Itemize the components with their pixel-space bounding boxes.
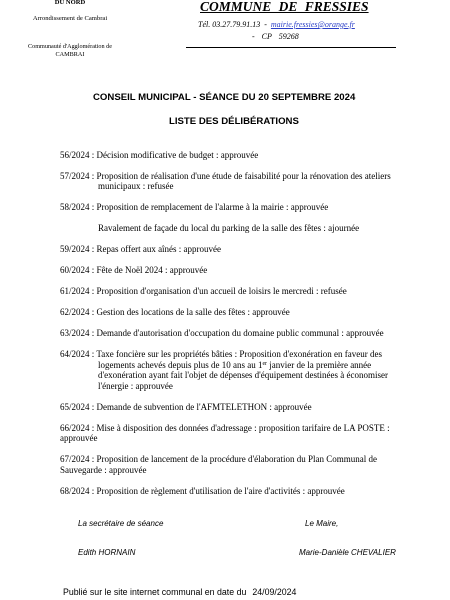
line-text: janvier de la première année	[266, 359, 372, 370]
deliberation-line: d'exonération ayant fait l'objet de dépenses d'équipement destinées à économiser	[98, 370, 389, 381]
deliberation-line: 58/2024 : Proposition de remplacement de l'alarme à la mairie : approuvée	[60, 202, 329, 213]
publication-label: Publié sur le site internet communal en date du	[63, 587, 247, 597]
deliberation-59-2024	[60, 244, 391, 255]
deliberation-line: 57/2024 : Proposition de réalisation d'une étude de faisabilité pour la rénovation des ateliers	[60, 170, 391, 181]
deliberation-57-2024	[60, 171, 391, 192]
agglomeration-name: CAMBRAI	[55, 51, 85, 58]
arrondissement-label: Arrondissement de Cambrai	[32, 15, 108, 22]
contact-separator: -	[264, 20, 267, 29]
deliberation-line: municipaux : refusée	[98, 181, 174, 192]
department-label: DU NORD	[54, 0, 86, 6]
commune-name: COMMUNE DE FRESSIES	[200, 0, 369, 14]
agglomeration-label: Communauté d'Agglomération de	[28, 43, 112, 50]
email-link[interactable]: mairie.fressies@orange.fr	[270, 20, 355, 29]
line-text: logements achevés depuis plus de 10 ans au 1	[98, 359, 263, 370]
deliberation-67-2024	[60, 454, 391, 475]
deliberation-line: 60/2024 : Fête de Noël 2024 : approuvée	[60, 265, 208, 276]
ordinal-superscript: er	[262, 360, 267, 367]
mayor-title: Le Maire,	[305, 519, 339, 528]
deliberation-line: approuvée	[60, 433, 98, 444]
deliberation-line: 65/2024 : Demande de subvention de l'AFMTELETHON : approuvée	[60, 401, 312, 412]
deliberation-60-2024	[60, 265, 391, 276]
mayor-name: Marie-Danièle CHEVALIER	[299, 548, 396, 557]
deliberation-line: 68/2024 : Proposition de règlement d'utilisation de l'aire d'activités : approuvée	[60, 485, 345, 496]
deliberation-line: Sauvegarde : approuvée	[60, 464, 147, 475]
deliberation-68-2024	[60, 486, 391, 497]
deliberation-64-2024	[60, 349, 391, 391]
deliberation-line: 56/2024 : Décision modificative de budget : approuvée	[60, 149, 259, 160]
page-subtitle: LISTE DES DÉLIBÉRATIONS	[169, 115, 299, 127]
phone-number: Tél. 03.27.79.91.13	[198, 20, 261, 29]
deliberation-line: 66/2024 : Mise à disposition des données d'adressage : proposition tarifaire de LA POSTE :	[60, 422, 390, 433]
deliberation-61-2024	[60, 286, 391, 297]
deliberation-63-2024	[60, 328, 391, 339]
deliberation-note-ravalement	[60, 223, 391, 234]
publication-date: 24/09/2024	[252, 587, 297, 597]
secretary-name: Edith HORNAIN	[78, 548, 136, 557]
secretary-title: La secrétaire de séance	[78, 519, 164, 528]
header-divider	[186, 47, 396, 48]
deliberation-66-2024	[60, 423, 391, 444]
deliberation-line	[60, 360, 391, 371]
publication-footer	[63, 587, 296, 597]
deliberation-line: 64/2024 : Taxe foncière sur les propriétés bâties : Proposition d'exonération en faveur des	[60, 349, 382, 360]
deliberation-line: 61/2024 : Proposition d'organisation d'un accueil de loisirs le mercredi : refusée	[60, 286, 347, 297]
page-title: CONSEIL MUNICIPAL - SÉANCE DU 20 SEPTEMBRE 2024	[93, 91, 356, 103]
contact-line	[198, 20, 355, 30]
deliberation-62-2024	[60, 307, 391, 318]
deliberation-line: 63/2024 : Demande d'autorisation d'occupation du domaine public communal : approuvée	[60, 328, 384, 339]
deliberations-list	[60, 150, 391, 507]
deliberation-line: 62/2024 : Gestion des locations de la salle des fêtes : approuvée	[60, 307, 290, 318]
postal-code: - CP 59268	[252, 32, 299, 41]
deliberation-58-2024	[60, 202, 391, 213]
deliberation-65-2024	[60, 402, 391, 413]
deliberation-56-2024	[60, 150, 391, 161]
deliberation-line: 67/2024 : Proposition de lancement de la procédure d'élaboration du Plan Communal de	[60, 454, 378, 465]
deliberation-line: Ravalement de façade du local du parking de la salle des fêtes : ajournée	[98, 223, 360, 234]
deliberation-line: 59/2024 : Repas offert aux aînés : approuvée	[60, 244, 222, 255]
deliberation-line: l'énergie : approuvée	[98, 380, 173, 391]
